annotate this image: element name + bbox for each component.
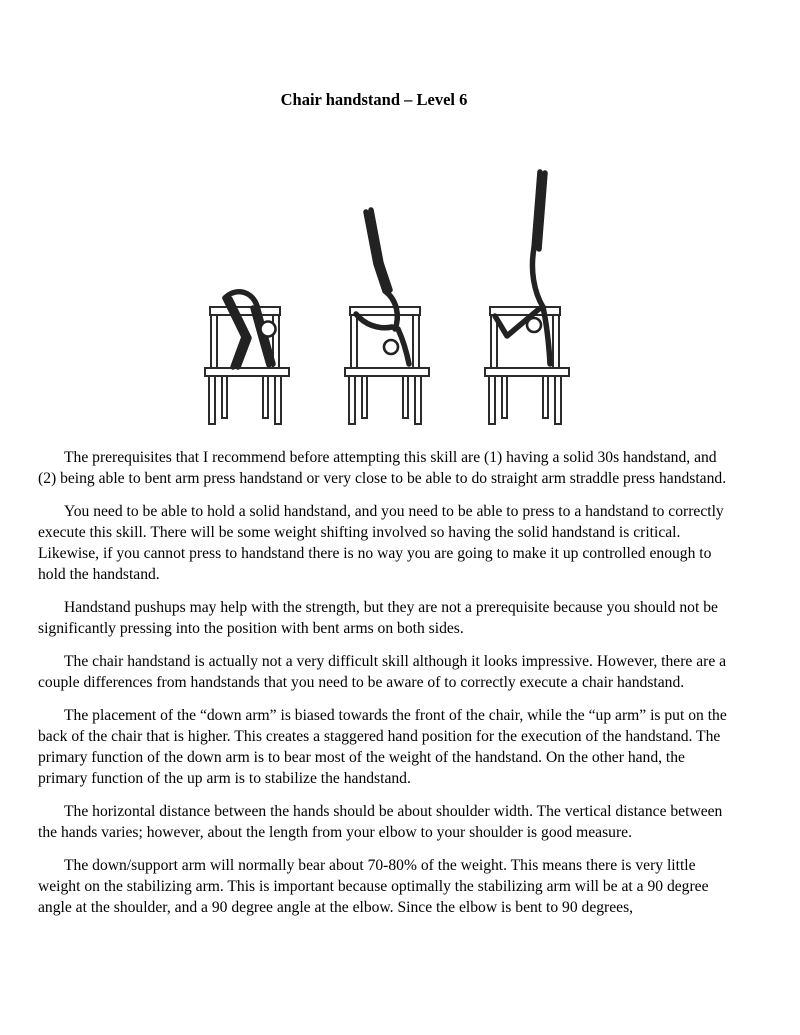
figure-stage-2-press [345,210,429,424]
paragraph-pushups: Handstand pushups may help with the strength, but they are not a prerequisite because you should not be significantly pressing into the position with bent arms on both sides. [38,599,718,637]
figure-stage-3-handstand [485,172,569,424]
chair-handstand-illustration [185,148,585,428]
paragraph-hand-distance: The horizontal distance between the hands should be about shoulder width. The vertical distance between the hands varies; however, about the length from your elbow to your shoulder is good measure. [38,803,723,841]
paragraph-arm-placement: The placement of the “down arm” is biased towards the front of the chair, while the “up arm” is put on the back of the chair that is higher. This creates a staggered hand position for the execution of the handstand. The primary function of the down arm is to bear most of the weight of the handstand. On the other hand, the primary function of the up arm is to stabilize the handstand. [38,707,727,787]
chair-drawing [345,307,429,424]
figure-head [527,318,541,332]
chair-drawing [205,307,289,424]
paragraph-difficulty: The chair handstand is actually not a very difficult skill although it looks impressive. However, there are a couple differences from handstands that you need to be aware of to correctly execute a chair handstand. [38,653,727,691]
paragraph-prerequisites: The prerequisites that I recommend before attempting this skill are (1) having a solid 30s handstand, and (2) being able to bent arm press handstand or very close to be able to do straight arm straddle press handstand. [38,449,727,487]
figure-head [261,322,276,337]
paragraph-weight-distribution: The down/support arm will normally bear about 70-80% of the weight. This means there is very little weight on the stabilizing arm. This is important because optimally the stabilizing arm will be at a 90 degree angle at the shoulder, and a 90 degree angle at the elbow. Since the elbow is bent to 90 degrees, [38,857,709,916]
paragraph-solid-handstand: You need to be able to hold a solid handstand, and you need to be able to press to a handstand to correctly execute this skill. There will be some weight shifting involved so having the solid handstand is critical. Likewise, if you cannot press to handstand there is no way you are going to make it up controlled enough to hold the handstand. [38,503,724,583]
body-text [38,447,738,918]
figure-head [384,340,398,354]
page-title: Chair handstand – Level 6 [280,90,468,109]
figure-stage-1-bent-over [205,292,289,424]
illustration [185,148,585,428]
